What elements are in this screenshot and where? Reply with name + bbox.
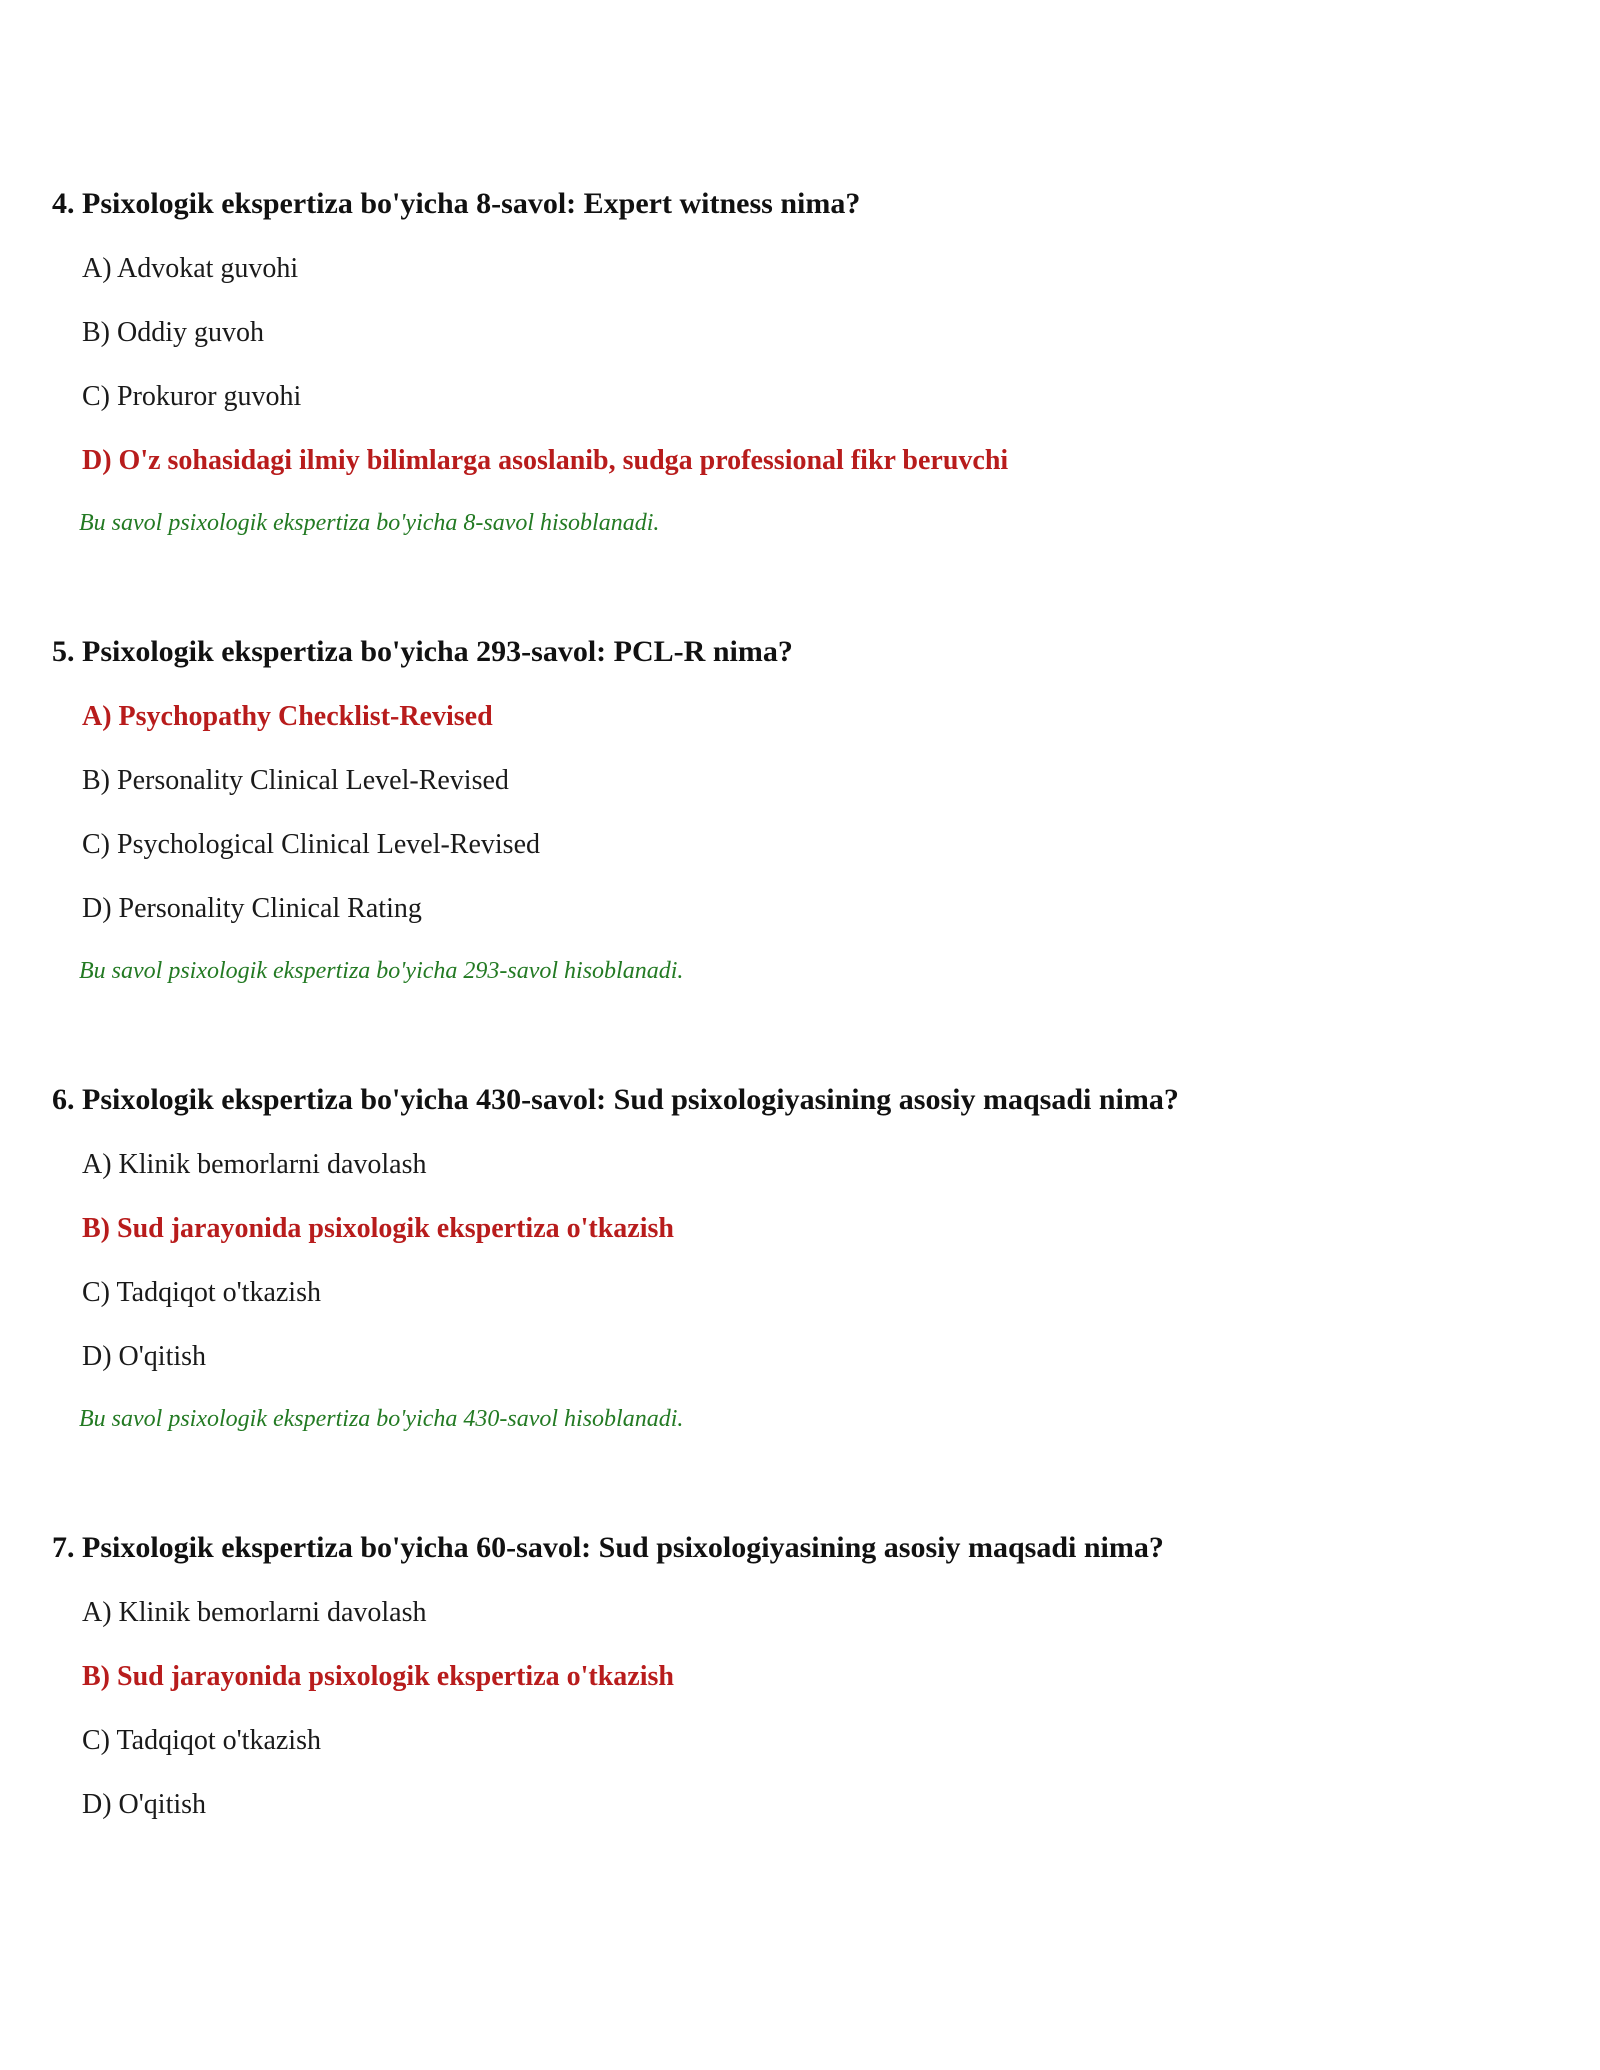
answer-option-d: D) O'qitish [82, 1341, 207, 1372]
question-note: Bu savol psixologik ekspertiza bo'yicha 430-savol hisoblanadi. [79, 1406, 684, 1432]
question-title: 5. Psixologik ekspertiza bo'yicha 293-savol: PCL-R nima? [52, 635, 793, 668]
answer-option-c: C) Tadqiqot o'tkazish [82, 1277, 321, 1308]
answer-option-b: B) Personality Clinical Level-Revised [82, 765, 509, 796]
answer-option-a-correct: A) Psychopathy Checklist-Revised [82, 701, 493, 732]
answer-option-a: A) Klinik bemorlarni davolash [82, 1149, 427, 1180]
answer-option-d: D) Personality Clinical Rating [82, 893, 422, 924]
answer-option-b-correct: B) Sud jarayonida psixologik ekspertiza o'tkazish [82, 1213, 674, 1244]
question-title: 4. Psixologik ekspertiza bo'yicha 8-savol: Expert witness nima? [52, 187, 861, 220]
question-title: 7. Psixologik ekspertiza bo'yicha 60-savol: Sud psixologiyasining asosiy maqsadi nima? [52, 1531, 1164, 1564]
answer-option-c: C) Prokuror guvohi [82, 381, 302, 412]
answer-option-d-correct: D) O'z sohasidagi ilmiy bilimlarga asoslanib, sudga professional fikr beruvchi [82, 445, 1009, 476]
answer-option-a: A) Advokat guvohi [82, 253, 299, 284]
question-title: 6. Psixologik ekspertiza bo'yicha 430-savol: Sud psixologiyasining asosiy maqsadi nima? [52, 1083, 1179, 1116]
answer-option-b: B) Oddiy guvoh [82, 317, 264, 348]
answer-option-d: D) O'qitish [82, 1789, 207, 1820]
question-note: Bu savol psixologik ekspertiza bo'yicha 293-savol hisoblanadi. [79, 958, 684, 984]
answer-option-a: A) Klinik bemorlarni davolash [82, 1597, 427, 1628]
answer-option-b-correct: B) Sud jarayonida psixologik ekspertiza o'tkazish [82, 1661, 674, 1692]
answer-option-c: C) Psychological Clinical Level-Revised [82, 829, 541, 860]
question-note: Bu savol psixologik ekspertiza bo'yicha 8-savol hisoblanadi. [79, 510, 660, 536]
answer-option-c: C) Tadqiqot o'tkazish [82, 1725, 321, 1756]
